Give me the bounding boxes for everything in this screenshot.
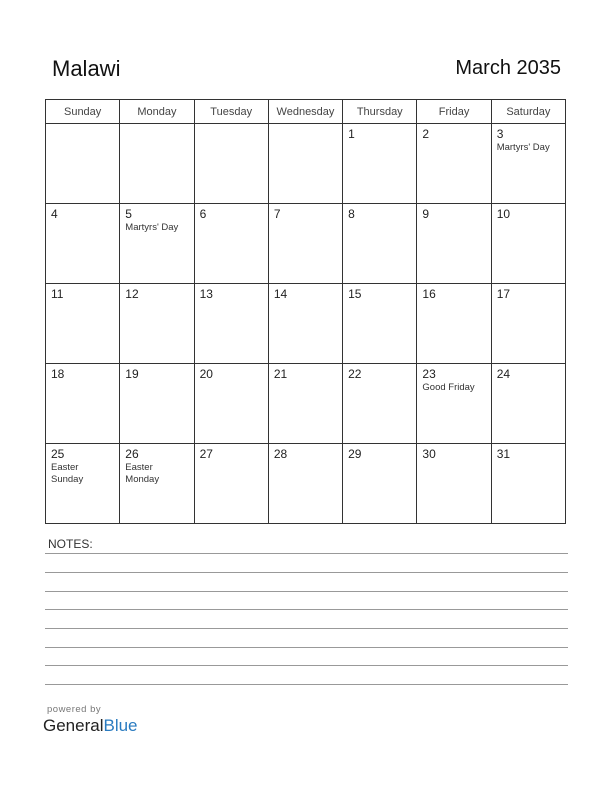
- day-cell: [268, 444, 342, 524]
- day-number: 29: [348, 447, 362, 461]
- day-number: 25: [51, 447, 65, 461]
- note-line: [45, 572, 568, 573]
- weekday-friday: Friday: [417, 100, 491, 124]
- weekday-saturday: Saturday: [491, 100, 565, 124]
- day-cell: [46, 284, 120, 364]
- day-number: 14: [273, 287, 288, 301]
- day-cell: [491, 124, 565, 204]
- day-number: 10: [496, 207, 511, 221]
- day-number: 15: [348, 287, 362, 301]
- week-row-4: [46, 364, 566, 444]
- day-number: 4: [51, 207, 58, 221]
- day-cell: [268, 204, 342, 284]
- note-line: [45, 684, 568, 685]
- day-number: 6: [199, 207, 207, 221]
- day-cell: [417, 444, 491, 524]
- day-cell: [417, 364, 491, 444]
- day-cell: [194, 444, 268, 524]
- day-cell: [46, 444, 120, 524]
- generalblue-logo: [43, 716, 138, 736]
- day-number: 1: [348, 127, 355, 141]
- day-number: 21: [273, 367, 288, 381]
- holiday-label: Martyrs' Day: [125, 222, 179, 233]
- day-cell: [120, 444, 194, 524]
- day-number: 27: [199, 447, 213, 461]
- day-cell: [268, 364, 342, 444]
- day-cell: [343, 364, 417, 444]
- holiday-label: Easter Monday: [125, 462, 160, 485]
- powered-by-label: powered by: [47, 704, 102, 715]
- day-number: 18: [51, 367, 65, 381]
- weekday-tuesday: Tuesday: [194, 100, 268, 124]
- day-number: 23: [422, 367, 436, 381]
- day-number: 31: [496, 447, 511, 461]
- day-cell: [417, 124, 491, 204]
- day-cell: [491, 444, 565, 524]
- day-cell: [268, 124, 342, 204]
- weekday-thursday: Thursday: [343, 100, 417, 124]
- week-row-1: [46, 124, 566, 204]
- weekday-sunday: Sunday: [46, 100, 120, 124]
- day-cell: [417, 204, 491, 284]
- day-number: 28: [273, 447, 288, 461]
- day-number: 24: [496, 367, 511, 381]
- day-number: 2: [422, 127, 430, 141]
- holiday-label: Good Friday: [422, 382, 475, 393]
- day-number: 7: [273, 207, 281, 221]
- day-cell: [120, 284, 194, 364]
- day-cell: [120, 204, 194, 284]
- day-number: 26: [125, 447, 139, 461]
- day-number: 20: [199, 367, 213, 381]
- week-row-2: [46, 204, 566, 284]
- note-line: [45, 647, 568, 648]
- weekday-header-row: [46, 100, 566, 124]
- day-cell: [194, 364, 268, 444]
- day-number: 3: [496, 127, 504, 141]
- note-line: [45, 609, 568, 610]
- day-cell: [194, 124, 268, 204]
- week-row-5: [46, 444, 566, 524]
- day-cell: [343, 204, 417, 284]
- day-cell: [120, 364, 194, 444]
- day-cell: [343, 124, 417, 204]
- day-cell: [491, 284, 565, 364]
- day-number: 30: [422, 447, 436, 461]
- country-title: Malawi: [52, 56, 121, 81]
- day-number: 8: [348, 207, 355, 221]
- day-cell: [194, 284, 268, 364]
- notes-label: NOTES:: [48, 537, 93, 551]
- day-cell: [343, 444, 417, 524]
- day-cell: [491, 364, 565, 444]
- day-number: 11: [51, 287, 64, 301]
- holiday-label: Easter Sunday: [51, 462, 84, 485]
- day-cell: [120, 124, 194, 204]
- note-line: [45, 591, 568, 592]
- calendar-grid: [45, 99, 566, 524]
- note-line: [45, 628, 568, 629]
- day-cell: [46, 364, 120, 444]
- day-cell: [194, 204, 268, 284]
- holiday-label: Martyrs' Day: [496, 142, 550, 153]
- day-cell: [491, 204, 565, 284]
- day-number: 9: [422, 207, 430, 221]
- note-line: [45, 553, 568, 554]
- weekday-monday: Monday: [120, 100, 194, 124]
- day-number: 16: [422, 287, 436, 301]
- day-cell: [46, 204, 120, 284]
- day-number: 22: [348, 367, 362, 381]
- day-number: 5: [125, 207, 132, 221]
- day-number: 12: [125, 287, 139, 301]
- day-cell: [343, 284, 417, 364]
- day-number: 13: [199, 287, 213, 301]
- day-number: 17: [496, 287, 511, 301]
- note-line: [45, 665, 568, 666]
- month-year-title: March 2035: [455, 57, 561, 79]
- day-number: 19: [125, 367, 139, 381]
- day-cell: [417, 284, 491, 364]
- day-cell: [268, 284, 342, 364]
- weekday-wednesday: Wednesday: [268, 100, 342, 124]
- day-cell: [46, 124, 120, 204]
- brand-blue-text: Blue: [103, 716, 138, 735]
- brand-general-text: General: [43, 716, 104, 735]
- week-row-3: [46, 284, 566, 364]
